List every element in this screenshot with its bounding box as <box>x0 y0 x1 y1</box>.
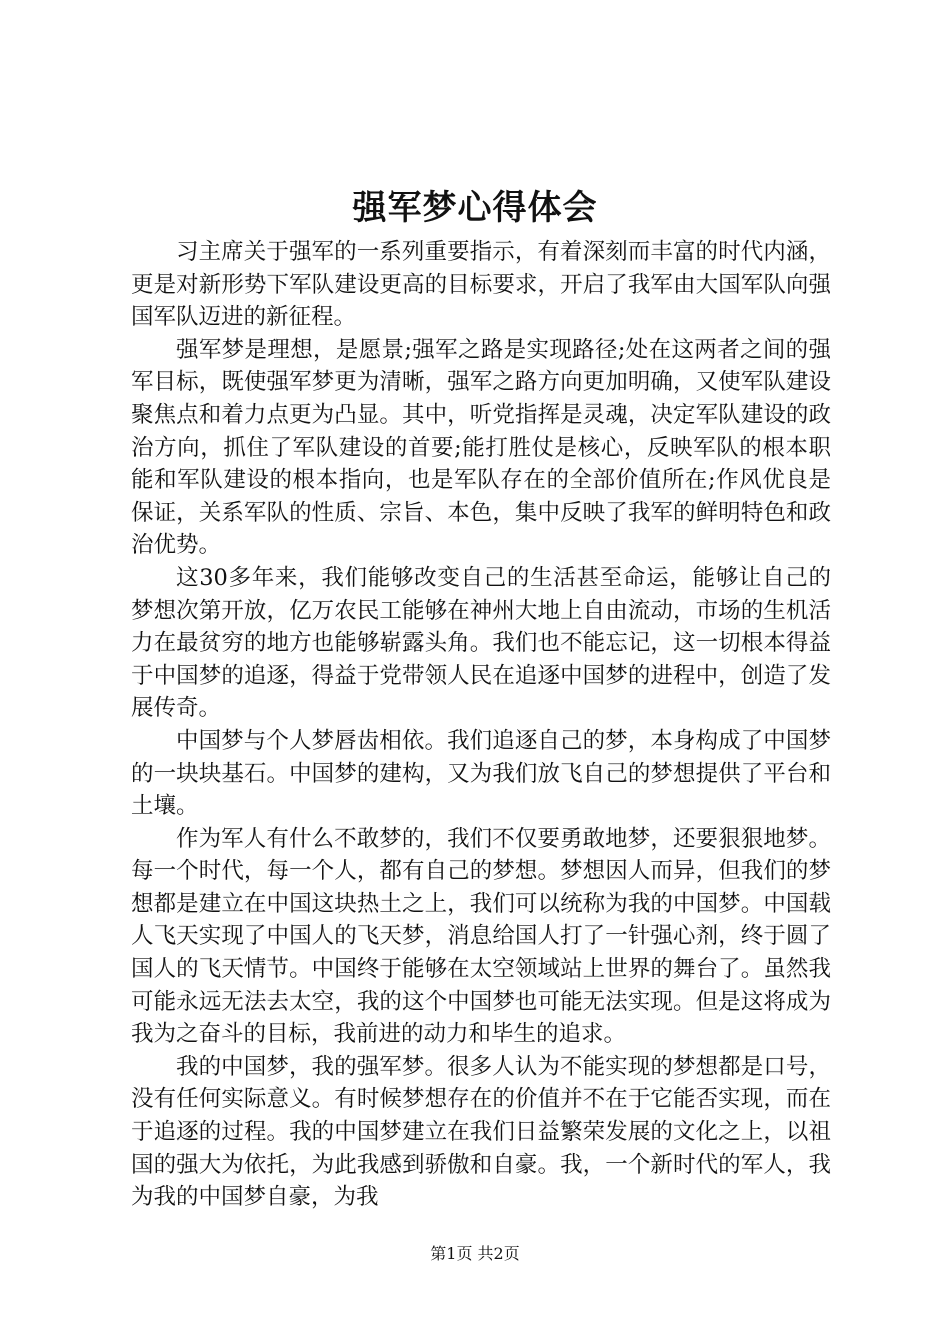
paragraph-1: 习主席关于强军的一系列重要指示，有着深刻而丰富的时代内涵，更是对新形势下军队建设更高的目标要求，开启了我军由大国军队向强国军队迈进的新征程。 <box>131 239 831 331</box>
paragraph-5: 作为军人有什么不敢梦的，我们不仅要勇敢地梦，还要狠狠地梦。每一个时代，每一个人，都有自己的梦想。梦想因人而异，但我们的梦想都是建立在中国这块热土之上，我们可以统称为我的中国梦。中国载人飞天实现了中国人的飞天梦，消息给国人打了一针强心剂，终于圆了国人的飞天情节。中国终于能够在太空领域站上世界的舞台了。虽然我可能永远无法去太空，我的这个中国梦也可能无法实现。但是这将成为我为之奋斗的目标，我前进的动力和毕生的追求。 <box>131 825 831 1048</box>
document-title: 强军梦心得体会 <box>352 188 598 228</box>
paragraph-6: 我的中国梦，我的强军梦。很多人认为不能实现的梦想都是口号，没有任何实际意义。有时候梦想存在的价值并不在于它能否实现，而在于追逐的过程。我的中国梦建立在我们日益繁荣发展的文化之上，以祖国的强大为依托，为此我感到骄傲和自豪。我，一个新时代的军人，我为我的中国梦自豪，为我 <box>131 1053 831 1211</box>
paragraph-4: 中国梦与个人梦唇齿相依。我们追逐自己的梦，本身构成了中国梦的一块块基石。中国梦的建构，又为我们放飞自己的梦想提供了平台和土壤。 <box>131 727 831 820</box>
document-body <box>131 236 831 1214</box>
page-footer: 第1页 共2页 <box>430 1244 520 1263</box>
paragraph-3: 这30多年来，我们能够改变自己的生活甚至命运，能够让自己的梦想次第开放，亿万农民工能够在神州大地上自由流动，市场的生机活力在最贫穷的地方也能够崭露头角。我们也不能忘记，这一切根本得益于中国梦的追逐，得益于党带领人民在追逐中国梦的进程中，创造了发展传奇。 <box>131 564 831 722</box>
paragraph-2: 强军梦是理想，是愿景;强军之路是实现路径;处在这两者之间的强军目标，既使强军梦更为清晰，强军之路方向更加明确，又使军队建设聚焦点和着力点更为凸显。其中，听党指挥是灵魂，决定军队建设的政治方向，抓住了军队建设的首要;能打胜仗是核心，反映军队的根本职能和军队建设的根本指向，也是军队存在的全部价值所在;作风优良是保证，关系军队的性质、宗旨、本色，集中反映了我军的鲜明特色和政治优势。 <box>131 336 831 559</box>
